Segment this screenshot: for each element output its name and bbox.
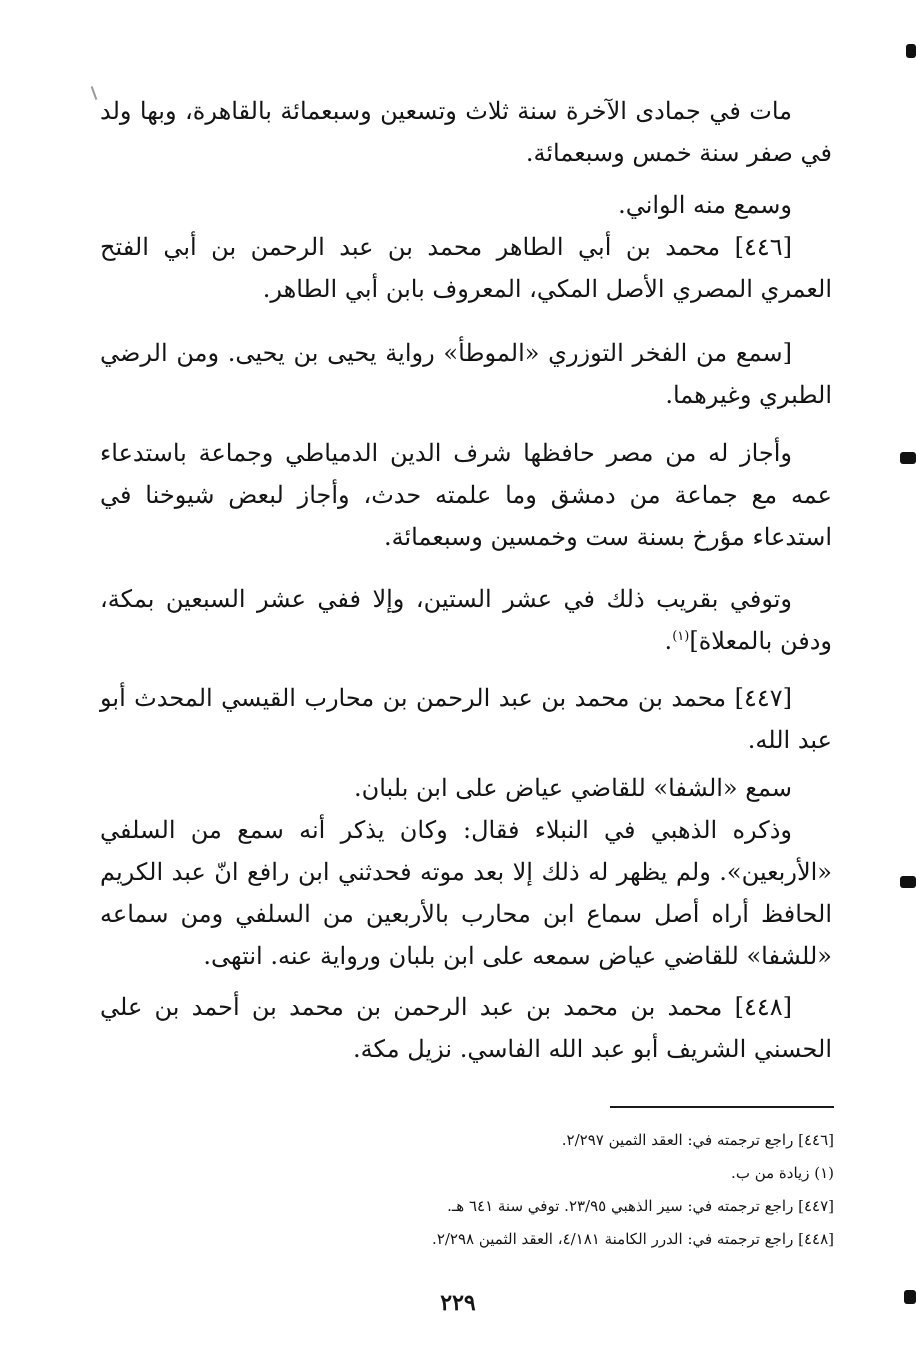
paragraph-p1: مات في جمادى الآخرة سنة ثلاث وتسعين وسبعمائة بالقاهرة، وبها ولد في صفر سنة خمس وسبعمائة. bbox=[100, 97, 832, 167]
body-block-6 bbox=[100, 986, 832, 1070]
body-block-4 bbox=[100, 578, 832, 662]
page-number: ٢٢٩ bbox=[440, 1290, 476, 1316]
paragraph-p10-entry-448: [٤٤٨] محمد بن محمد بن عبد الرحمن بن محمد بن أحمد بن علي الحسني الشريف أبو عبد الله الفاسي. نزيل مكة. bbox=[100, 993, 832, 1063]
paragraph-p8: سمع «الشفا» للقاضي عياض على ابن بلبان. bbox=[353, 774, 792, 802]
scan-edge-mark bbox=[906, 44, 916, 58]
footnote-1: (١) زيادة من ب. bbox=[731, 1164, 834, 1182]
paragraph-p6-tail: . bbox=[664, 627, 673, 655]
scan-edge-mark bbox=[900, 452, 916, 464]
scan-edge-mark bbox=[900, 876, 916, 888]
paragraph-p9: وذكره الذهبي في النبلاء فقال: وكان يذكر أنه سمع من السلفي «الأربعين». ولم يظهر له ذلك إلا بعد موته فحدثني ابن رافع انّ عبد الكريم الحافظ أراه أصل سماع ابن محارب بالأربعين من السلفي ومن سماعه «للشفا» للقاضي عياض سمعه على ابن بلبان ورواية عنه. انتهى. bbox=[100, 816, 832, 970]
footnotes bbox=[300, 1124, 834, 1256]
paragraph-p4: [سمع من الفخر التوزري «الموطأ» رواية يحيى بن يحيى. ومن الرضي الطبري وغيرهما. bbox=[100, 339, 832, 409]
footnote-ref-1: (١) bbox=[672, 629, 690, 644]
paragraph-p3-entry-446: [٤٤٦] محمد بن أبي الطاهر محمد بن عبد الرحمن بن أبي الفتح العمري المصري الأصل المكي، المعروف بابن أبي الطاهر. bbox=[100, 233, 832, 303]
scan-edge-mark bbox=[904, 1290, 916, 1304]
body-block-2 bbox=[100, 332, 832, 416]
footnote-447: [٤٤٧] راجع ترجمته في: سير الذهبي ٢٣/٩٥. توفي سنة ٦٤١ هـ. bbox=[447, 1197, 834, 1215]
footnote-separator bbox=[610, 1106, 834, 1108]
paragraph-p6-text: وتوفي بقريب ذلك في عشر الستين، وإلا ففي عشر السبعين بمكة، ودفن بالمعلاة] bbox=[100, 585, 832, 655]
paragraph-p6 bbox=[100, 578, 832, 662]
body-block-1 bbox=[100, 90, 832, 310]
body-block-5 bbox=[100, 677, 832, 977]
paragraph-p2: وسمع منه الواني. bbox=[618, 191, 792, 219]
footnote-446: [٤٤٦] راجع ترجمته في: العقد الثمين ٢/٢٩٧. bbox=[561, 1131, 834, 1149]
scan-stray-mark bbox=[91, 86, 98, 100]
body-block-3 bbox=[100, 432, 832, 558]
paragraph-p5: وأجاز له من مصر حافظها شرف الدين الدمياطي وجماعة باستدعاء عمه مع جماعة من دمشق وما علمته حدث، وأجاز لبعض شيوخنا في استدعاء مؤرخ بسنة ست وخمسين وسبعمائة. bbox=[100, 439, 833, 551]
paragraph-p7-entry-447: [٤٤٧] محمد بن محمد بن عبد الرحمن بن محارب القيسي المحدث أبو عبد الله. bbox=[100, 684, 832, 754]
footnote-448: [٤٤٨] راجع ترجمته في: الدرر الكامنة ٤/١٨١، العقد الثمين ٢/٢٩٨. bbox=[432, 1230, 834, 1248]
